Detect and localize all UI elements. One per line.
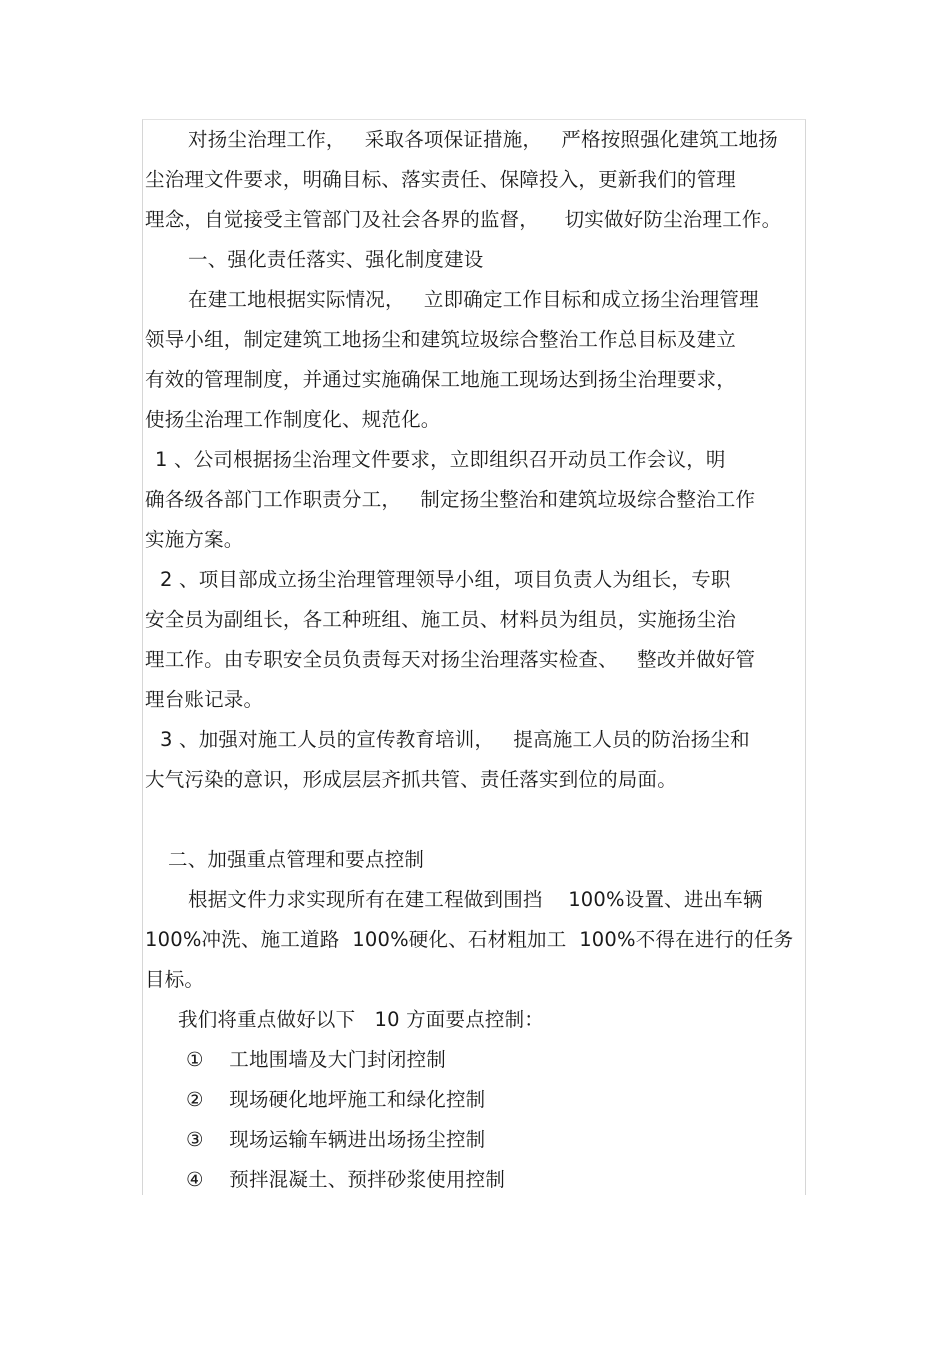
list-item-2: 2 、项目部成立扬尘治理管理领导小组，项目负责人为组长，专职 [160,568,731,591]
paragraph-line: 根据文件力求实现所有在建工程做到围挡 100%设置、进出车辆 [188,888,763,911]
control-item-3: ③ 现场运输车辆进出场扬尘控制 [186,1128,486,1151]
control-item-4: ④ 预拌混凝土、预拌砂浆使用控制 [186,1168,506,1191]
section-heading-2: 二、加强重点管理和要点控制 [168,848,425,871]
control-item-2: ② 现场硬化地坪施工和绿化控制 [186,1088,486,1111]
paragraph-line: 安全员为副组长，各工种班组、施工员、材料员为组员，实施扬尘治 [145,608,737,631]
paragraph-line: 目标。 [145,968,205,991]
section-heading-1: 一、强化责任落实、强化制度建设 [188,248,484,271]
list-item-1: 1 、公司根据扬尘治理文件要求，立即组织召开动员工作会议，明 [155,448,726,471]
list-item-3: 3 、加强对施工人员的宣传教育培训， 提高施工人员的防治扬尘和 [160,728,750,751]
paragraph-line: 尘治理文件要求，明确目标、落实责任、保障投入，更新我们的管理 [145,168,737,191]
paragraph-line: 有效的管理制度，并通过实施确保工地施工现场达到扬尘治理要求， [145,368,737,391]
paragraph-line: 大气污染的意识，形成层层齐抓共管、责任落实到位的局面。 [145,768,677,791]
paragraph-line: 确各级各部门工作职责分工， 制定扬尘整治和建筑垃圾综合整治工作 [145,488,756,511]
paragraph-line: 领导小组，制定建筑工地扬尘和建筑垃圾综合整治工作总目标及建立 [145,328,737,351]
paragraph-line: 理念，自觉接受主管部门及社会各界的监督， 切实做好防尘治理工作。 [145,208,782,231]
paragraph-line: 100%冲洗、施工道路 100%硬化、石材粗加工 100%不得在进行的任务 [145,928,794,951]
paragraph-line: 我们将重点做好以下 10 方面要点控制： [178,1008,545,1031]
paragraph-line: 理工作。由专职安全员负责每天对扬尘治理落实检查、 整改并做好管 [145,648,756,671]
paragraph-line: 理台账记录。 [145,688,264,711]
paragraph-line: 对扬尘治理工作， 采取各项保证措施， 严格按照强化建筑工地扬 [188,128,778,151]
paragraph-line: 在建工地根据实际情况， 立即确定工作目标和成立扬尘治理管理 [188,288,759,311]
paragraph-line: 使扬尘治理工作制度化、规范化。 [145,408,441,431]
paragraph-line: 实施方案。 [145,528,244,551]
control-item-1: ① 工地围墙及大门封闭控制 [186,1048,446,1071]
